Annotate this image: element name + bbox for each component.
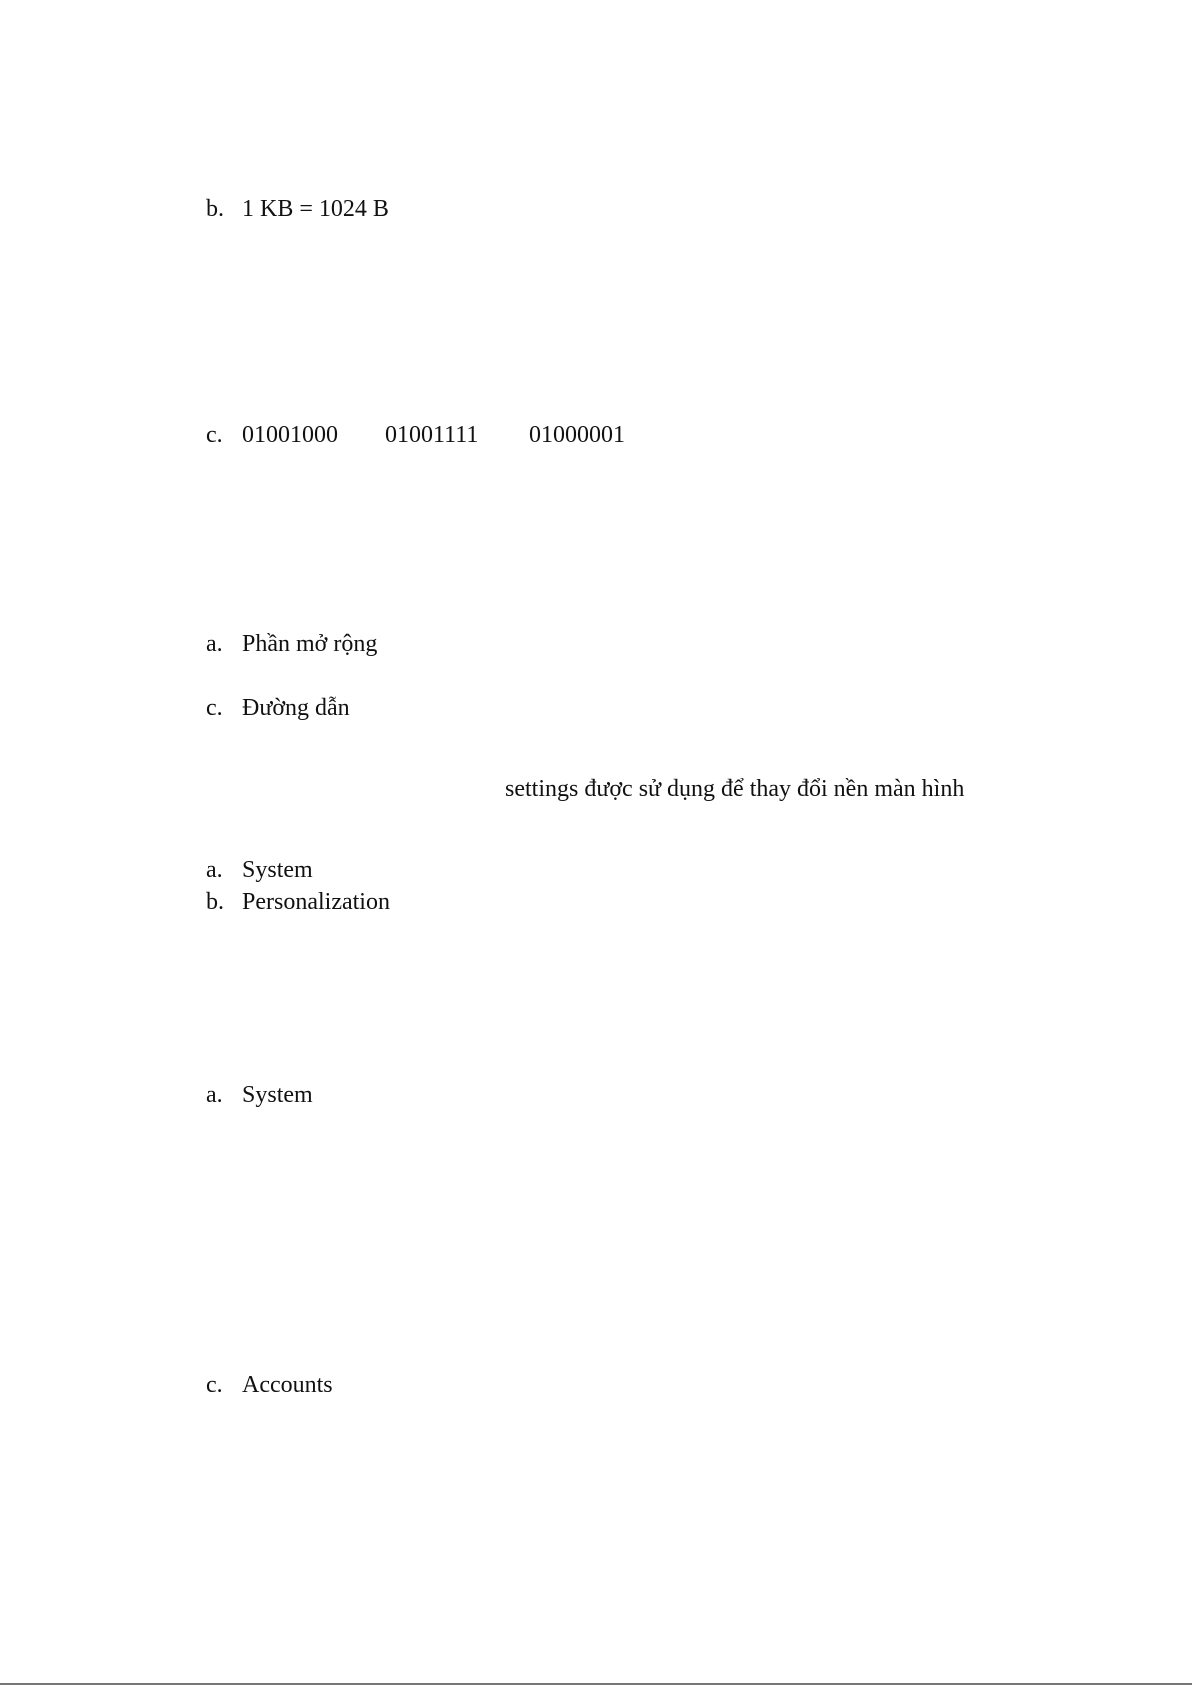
binary-value: 01001111 <box>385 422 479 448</box>
option-marker: b. <box>206 889 224 915</box>
option-marker: a. <box>206 857 223 883</box>
option-marker: c. <box>206 695 223 721</box>
binary-value: 01001000 <box>242 422 338 448</box>
option-text: System <box>242 857 313 883</box>
option-marker: b. <box>206 196 224 222</box>
question-fragment: settings được sử dụng để thay đổi nền màn hình <box>505 776 965 802</box>
option-text: Phần mở rộng <box>242 631 378 657</box>
option-text: System <box>242 1082 313 1108</box>
option-text: Đường dẫn <box>242 695 350 721</box>
option-text: Personalization <box>242 889 390 915</box>
option-text: 1 KB = 1024 B <box>242 196 389 222</box>
option-marker: c. <box>206 1372 223 1398</box>
option-marker: c. <box>206 422 223 448</box>
option-marker: a. <box>206 1082 223 1108</box>
option-marker: a. <box>206 631 223 657</box>
binary-value: 01000001 <box>529 422 625 448</box>
option-text: Accounts <box>242 1372 333 1398</box>
